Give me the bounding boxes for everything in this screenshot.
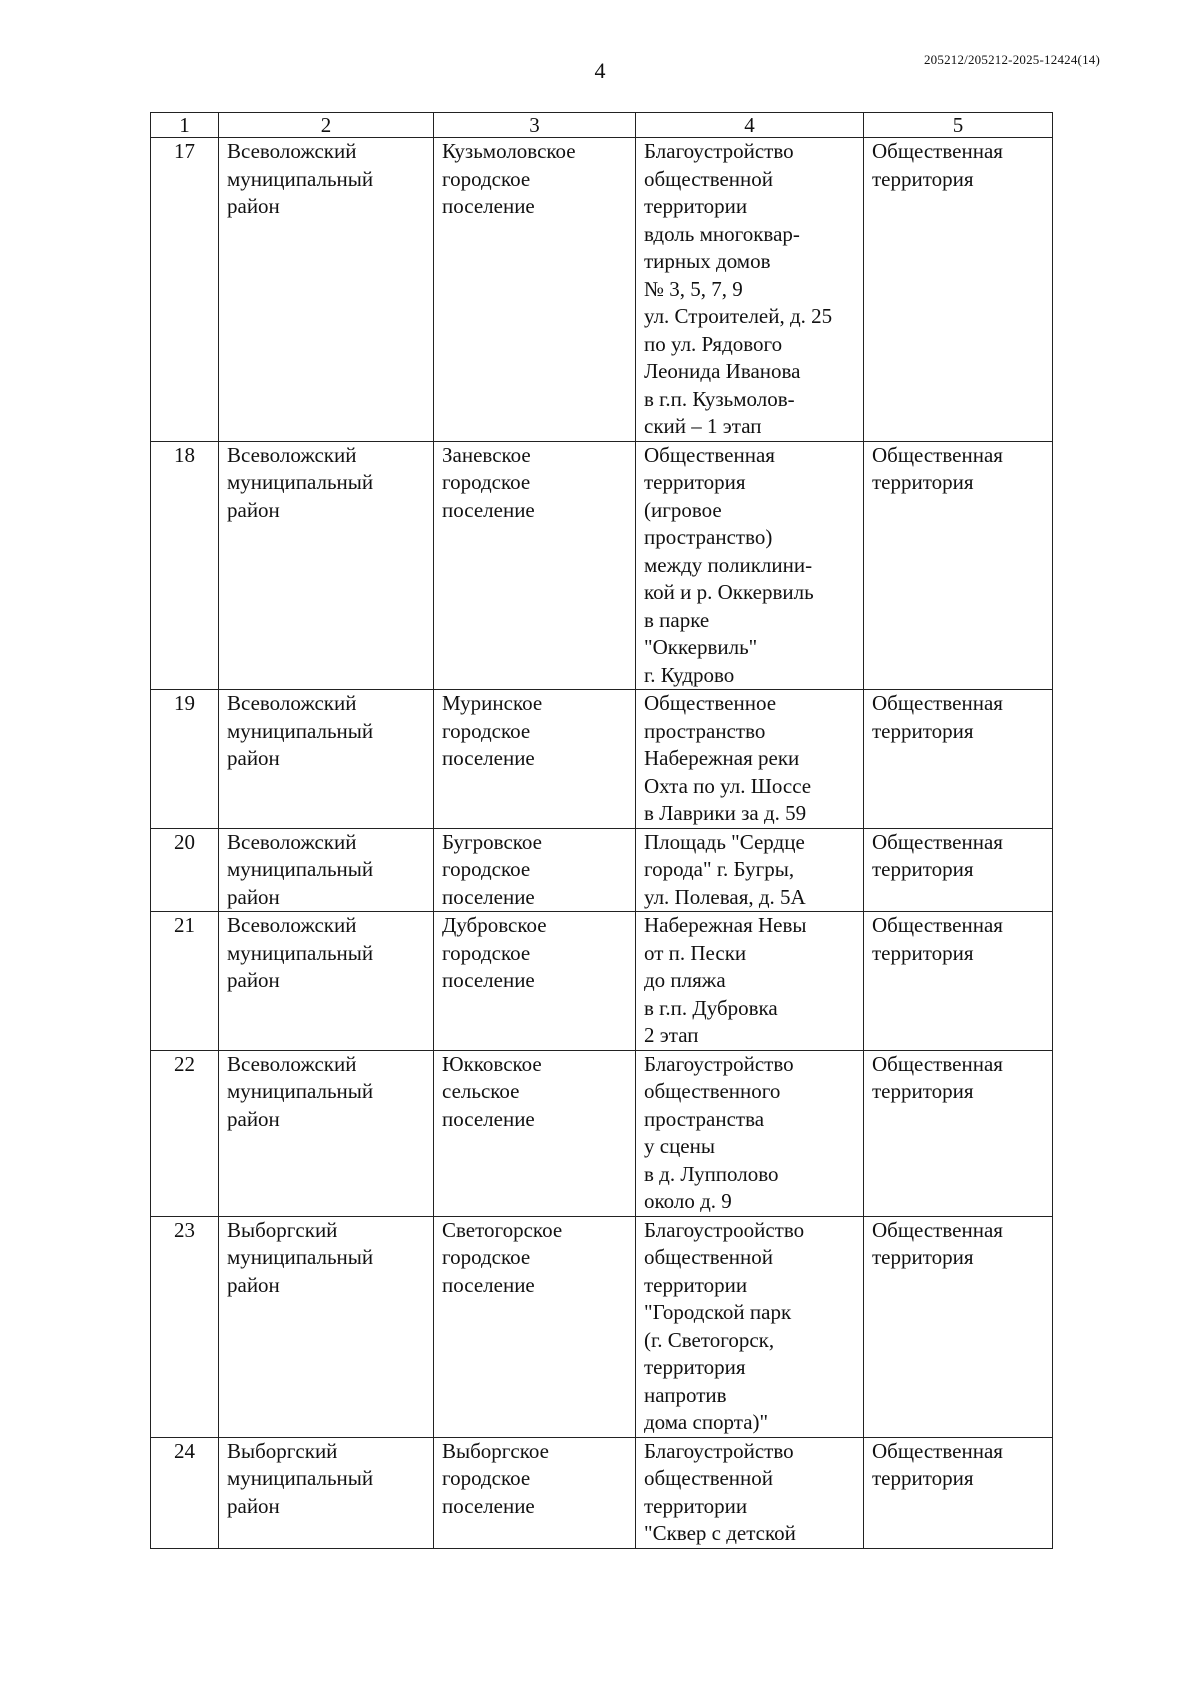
cell-text-line: территория xyxy=(872,1079,974,1103)
object-cell xyxy=(636,441,864,690)
cell-text-line: Выборгское xyxy=(442,1438,549,1463)
cell-text-line: № 3, 5, 7, 9 xyxy=(644,276,743,301)
settlement-cell xyxy=(434,138,636,442)
cell-text-line: территория xyxy=(644,470,746,494)
object-cell xyxy=(636,1437,864,1548)
cell-text-line: муниципальный xyxy=(227,718,374,743)
cell-text-line: общественной xyxy=(644,1245,774,1269)
cell-text-line: Всеволожский xyxy=(227,139,357,163)
cell-text-line: Общественная xyxy=(872,139,1003,163)
row-number-cell: 18 xyxy=(151,441,219,690)
cell-text-line: городское xyxy=(442,470,531,494)
column-header-2: 2 xyxy=(219,113,434,138)
object-cell xyxy=(636,1050,864,1216)
settlement-cell xyxy=(434,1216,636,1437)
cell-text-line: район xyxy=(227,884,280,909)
cell-text-line: Выборгский xyxy=(227,1217,338,1242)
cell-text-line: муниципальный xyxy=(227,940,374,965)
cell-text-line: район xyxy=(227,746,280,770)
cell-text-line: Всеволожский xyxy=(227,829,357,854)
cell-text-line: сельское xyxy=(442,1079,520,1103)
cell-text-line: напротив xyxy=(644,1382,727,1407)
page-number: 4 xyxy=(594,58,606,83)
cell-text-line: около д. 9 xyxy=(644,1189,732,1213)
district-cell xyxy=(219,138,434,442)
cell-text-line: Леонида Иванова xyxy=(644,359,801,383)
cell-text-line: территория xyxy=(872,166,974,191)
cell-text-line: Всеволожский xyxy=(227,442,357,467)
district-cell xyxy=(219,441,434,690)
cell-text-line: поселение xyxy=(442,1106,535,1131)
projects-table xyxy=(150,112,1053,1549)
document-id: 205212/205212-2025-12424(14) xyxy=(923,52,1100,67)
cell-text-line: между поликлини- xyxy=(644,552,813,577)
cell-text-line: поселение xyxy=(442,194,535,218)
cell-text-line: муниципальный xyxy=(227,857,374,881)
territory-type-cell xyxy=(864,1437,1053,1548)
cell-text-line: территория xyxy=(872,857,974,881)
cell-text-line: 2 этап xyxy=(644,1023,699,1047)
cell-text-line: Благоустройство xyxy=(644,1051,794,1076)
cell-text-line: (игровое xyxy=(644,497,722,522)
cell-text-line: ский – 1 этап xyxy=(644,414,762,438)
cell-text-line: Общественная xyxy=(872,1217,1003,1242)
cell-text-line: территории xyxy=(644,1493,748,1518)
table-row xyxy=(151,138,1053,442)
row-number-cell: 20 xyxy=(151,828,219,912)
cell-text-line: общественной xyxy=(644,1466,774,1490)
cell-text-line: вдоль многоквар- xyxy=(644,221,800,246)
territory-type-cell xyxy=(864,912,1053,1051)
cell-text-line: территория xyxy=(644,1355,746,1379)
cell-text-line: городское xyxy=(442,857,531,881)
cell-text-line: район xyxy=(227,1272,280,1297)
cell-text-line: "Сквер с детской xyxy=(644,1521,796,1545)
table-row xyxy=(151,690,1053,829)
cell-text-line: у сцены xyxy=(644,1134,715,1158)
cell-text-line: муниципальный xyxy=(227,1079,374,1103)
cell-text-line: Набережная Невы xyxy=(644,913,807,937)
table-header-row xyxy=(151,113,1053,138)
table-row xyxy=(151,1216,1053,1437)
territory-type-cell xyxy=(864,1050,1053,1216)
territory-type-cell xyxy=(864,828,1053,912)
cell-text-line: по ул. Рядового xyxy=(644,331,783,356)
cell-text-line: Набережная реки xyxy=(644,746,800,770)
column-header-4: 4 xyxy=(636,113,864,138)
cell-text-line: Светогорское xyxy=(442,1217,563,1242)
cell-text-line: Благоустройство xyxy=(644,1438,794,1463)
cell-text-line: общественного xyxy=(644,1079,781,1103)
cell-text-line: район xyxy=(227,497,280,522)
cell-text-line: Общественная xyxy=(872,442,1003,467)
cell-text-line: Всеволожский xyxy=(227,691,357,715)
cell-text-line: городское xyxy=(442,718,531,743)
district-cell xyxy=(219,1216,434,1437)
cell-text-line: Общественная xyxy=(872,913,1003,937)
cell-text-line: в парке xyxy=(644,607,710,632)
settlement-cell xyxy=(434,828,636,912)
row-number-cell: 19 xyxy=(151,690,219,829)
cell-text-line: территории xyxy=(644,1272,748,1297)
cell-text-line: кой и р. Оккервиль xyxy=(644,580,814,604)
district-cell xyxy=(219,690,434,829)
cell-text-line: территории xyxy=(644,194,748,218)
cell-text-line: поселение xyxy=(442,746,535,770)
cell-text-line: в г.п. Дубровка xyxy=(644,995,778,1020)
table-row xyxy=(151,441,1053,690)
cell-text-line: Заневское xyxy=(442,442,531,467)
cell-text-line: Дубровское xyxy=(442,913,547,937)
cell-text-line: пространство) xyxy=(644,525,773,549)
cell-text-line: территория xyxy=(872,1245,974,1269)
cell-text-line: г. Кудрово xyxy=(644,662,735,687)
cell-text-line: в д. Лупполово xyxy=(644,1161,779,1186)
cell-text-line: район xyxy=(227,968,280,992)
row-number-cell: 21 xyxy=(151,912,219,1051)
settlement-cell xyxy=(434,1050,636,1216)
table-row xyxy=(151,828,1053,912)
territory-type-cell xyxy=(864,1216,1053,1437)
row-number-cell: 24 xyxy=(151,1437,219,1548)
cell-text-line: Общественная xyxy=(872,1438,1003,1463)
territory-type-cell xyxy=(864,441,1053,690)
cell-text-line: муниципальный xyxy=(227,1245,374,1269)
cell-text-line: ул. Полевая, д. 5А xyxy=(644,884,806,909)
cell-text-line: до пляжа xyxy=(644,968,726,992)
object-cell xyxy=(636,912,864,1051)
cell-text-line: район xyxy=(227,1493,280,1518)
table-row xyxy=(151,1050,1053,1216)
cell-text-line: (г. Светогорск, xyxy=(644,1327,775,1352)
cell-text-line: поселение xyxy=(442,1272,535,1297)
settlement-cell xyxy=(434,1437,636,1548)
cell-text-line: городское xyxy=(442,1245,531,1269)
district-cell xyxy=(219,912,434,1051)
district-cell xyxy=(219,828,434,912)
object-cell xyxy=(636,828,864,912)
cell-text-line: пространства xyxy=(644,1106,765,1131)
cell-text-line: поселение xyxy=(442,884,535,909)
territory-type-cell xyxy=(864,138,1053,442)
row-number-cell: 17 xyxy=(151,138,219,442)
table-row xyxy=(151,1437,1053,1548)
cell-text-line: муниципальный xyxy=(227,166,374,191)
cell-text-line: поселение xyxy=(442,968,535,992)
cell-text-line: Благоустроойство xyxy=(644,1217,805,1242)
cell-text-line: муниципальный xyxy=(227,1466,374,1490)
cell-text-line: Площадь "Сердце xyxy=(644,829,805,854)
territory-type-cell xyxy=(864,690,1053,829)
cell-text-line: Общественное xyxy=(644,691,777,715)
cell-text-line: городское xyxy=(442,1466,531,1490)
cell-text-line: Бугровское xyxy=(442,829,542,854)
cell-text-line: тирных домов xyxy=(644,249,771,273)
column-header-3: 3 xyxy=(434,113,636,138)
cell-text-line: Юкковское xyxy=(442,1051,542,1076)
row-number-cell: 23 xyxy=(151,1216,219,1437)
cell-text-line: Муринское xyxy=(442,691,543,715)
cell-text-line: дома спорта)" xyxy=(644,1410,769,1434)
cell-text-line: территория xyxy=(872,940,974,965)
cell-text-line: города" г. Бугры, xyxy=(644,857,795,881)
cell-text-line: ул. Строителей, д. 25 xyxy=(644,304,833,328)
cell-text-line: поселение xyxy=(442,497,535,522)
cell-text-line: городское xyxy=(442,940,531,965)
district-cell xyxy=(219,1437,434,1548)
object-cell xyxy=(636,690,864,829)
cell-text-line: район xyxy=(227,1106,280,1131)
object-cell xyxy=(636,138,864,442)
object-cell xyxy=(636,1216,864,1437)
row-number-cell: 22 xyxy=(151,1050,219,1216)
column-header-5: 5 xyxy=(864,113,1053,138)
cell-text-line: в г.п. Кузьмолов- xyxy=(644,386,795,411)
cell-text-line: пространство xyxy=(644,718,766,743)
cell-text-line: поселение xyxy=(442,1493,535,1518)
cell-text-line: общественной xyxy=(644,166,774,191)
cell-text-line: Охта по ул. Шоссе xyxy=(644,773,812,798)
cell-text-line: Общественная xyxy=(872,691,1003,715)
cell-text-line: район xyxy=(227,194,280,218)
cell-text-line: Кузьмоловское xyxy=(442,139,576,163)
cell-text-line: Общественная xyxy=(644,442,775,467)
column-header-1: 1 xyxy=(151,113,219,138)
cell-text-line: городское xyxy=(442,166,531,191)
cell-text-line: Общественная xyxy=(872,829,1003,854)
cell-text-line: Благоустройство xyxy=(644,139,794,163)
cell-text-line: "Оккервиль" xyxy=(644,635,758,659)
cell-text-line: в Лаврики за д. 59 xyxy=(644,801,807,825)
settlement-cell xyxy=(434,441,636,690)
table-row xyxy=(151,912,1053,1051)
cell-text-line: территория xyxy=(872,1466,974,1490)
cell-text-line: территория xyxy=(872,718,974,743)
settlement-cell xyxy=(434,690,636,829)
cell-text-line: Общественная xyxy=(872,1051,1003,1076)
cell-text-line: муниципальный xyxy=(227,470,374,494)
settlement-cell xyxy=(434,912,636,1051)
cell-text-line: Выборгский xyxy=(227,1438,338,1463)
district-cell xyxy=(219,1050,434,1216)
cell-text-line: Всеволожский xyxy=(227,1051,357,1076)
cell-text-line: от п. Пески xyxy=(644,940,747,965)
cell-text-line: "Городской парк xyxy=(644,1300,792,1324)
cell-text-line: Всеволожский xyxy=(227,913,357,937)
cell-text-line: территория xyxy=(872,470,974,494)
